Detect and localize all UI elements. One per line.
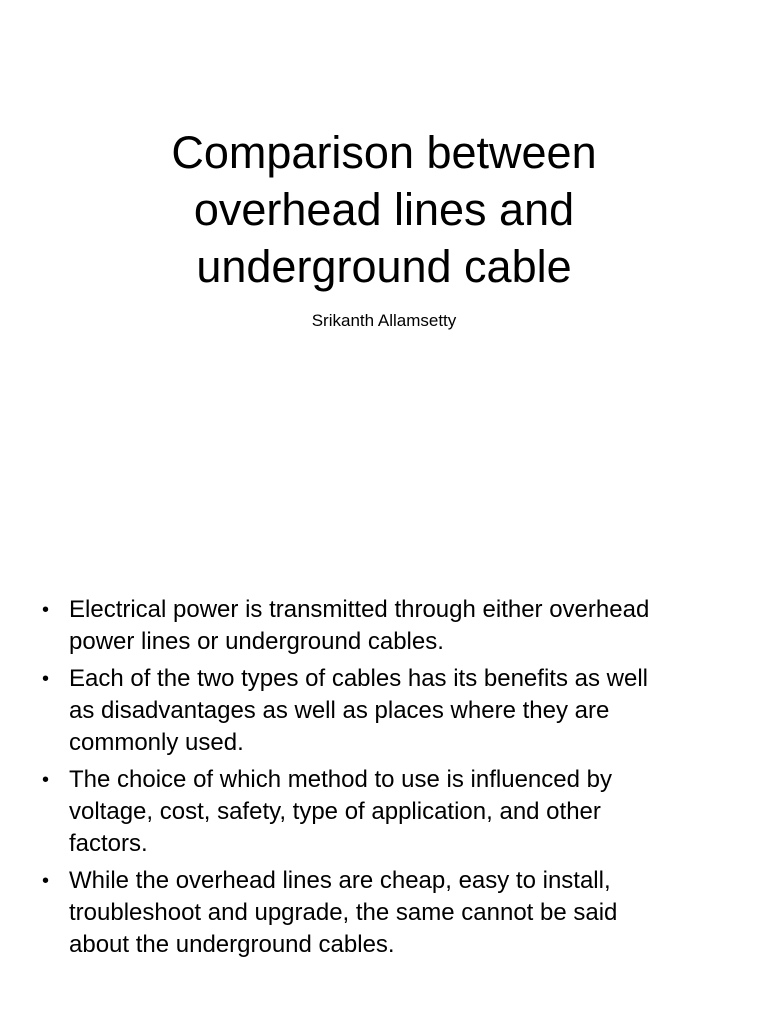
bullet-text-line: troubleshoot and upgrade, the same cannot be said <box>69 899 618 926</box>
bullet-item <box>42 764 742 860</box>
bullet-text-line: as disadvantages as well as places where they are <box>69 697 610 724</box>
author-name: Srikanth Allamsetty <box>311 311 457 330</box>
bullet-list <box>42 594 742 966</box>
bullet-item <box>42 594 742 658</box>
slide-title-line: Comparison between <box>171 127 597 178</box>
slide-title <box>0 124 768 295</box>
slide-title-line: underground cable <box>196 241 572 292</box>
bullet-text-line: While the overhead lines are cheap, easy to install, <box>69 867 611 894</box>
bullet-point-icon: • <box>42 668 50 690</box>
bullet-item <box>42 663 742 759</box>
bullet-text-line: voltage, cost, safety, type of application, and other <box>69 798 601 825</box>
bullet-point-icon: • <box>42 769 50 791</box>
bullet-item <box>42 865 742 961</box>
slide-title-line: overhead lines and <box>193 184 575 235</box>
bullet-point-icon: • <box>42 599 50 621</box>
bullet-text-line: power lines or underground cables. <box>69 628 444 655</box>
bullet-text-line: commonly used. <box>69 729 244 756</box>
bullet-text-line: The choice of which method to use is influenced by <box>69 766 612 793</box>
bullet-text-line: about the underground cables. <box>69 931 395 958</box>
bullet-point-icon: • <box>42 870 50 892</box>
bullet-text-line: Each of the two types of cables has its benefits as well <box>69 665 648 692</box>
bullet-text-line: factors. <box>69 830 148 857</box>
bullet-text-line: Electrical power is transmitted through either overhead <box>69 596 650 623</box>
